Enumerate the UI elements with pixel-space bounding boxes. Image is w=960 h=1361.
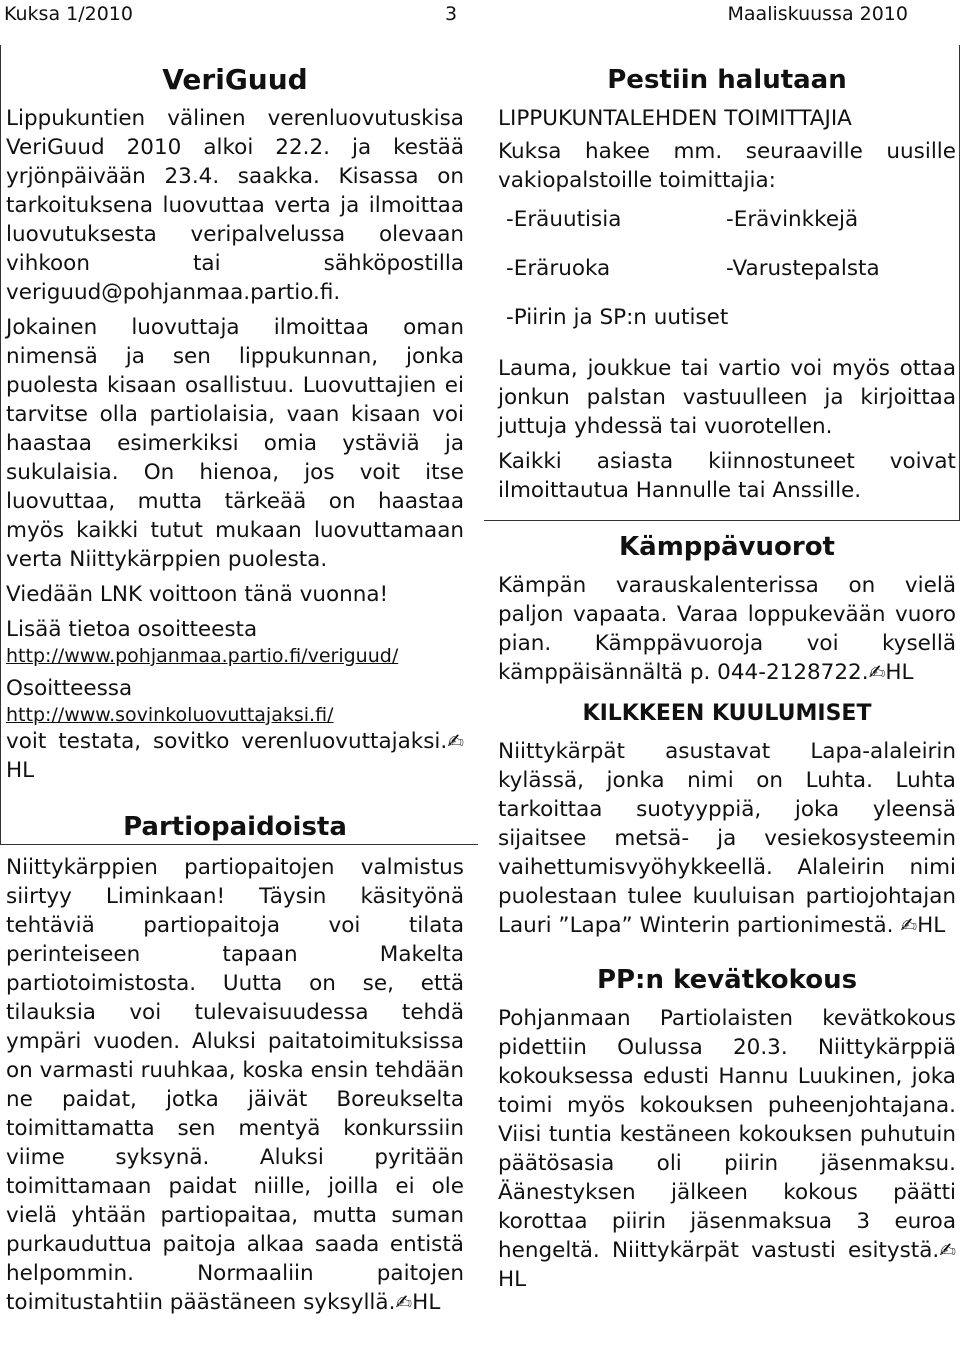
kamppa-text: Kämpän varauskalenterissa on vielä paljon vapaata. Varaa loppukevään vuoro pian. Kämppävuoroja voi kysellä kämppäisännältä p. 044-2128722. <box>498 573 956 685</box>
veriguud-para-6-text: voit testata, sovitko verenluovuttajaksi. <box>6 729 448 754</box>
pestiin-para-2: Lauma, joukkue tai vartio voi myös ottaa jonkun palstan vastuulleen ja kirjoittaa juttuja yhdessä tai vuorotellen. <box>498 356 956 439</box>
left-column <box>6 60 464 1323</box>
list-item: -Eräuutisia <box>506 207 622 232</box>
kamppa-title: Kämppävuorot <box>619 532 835 562</box>
pp-text: Pohjanmaan Partiolaisten kevätkokous pidettiin Oulussa 20.3. Niittykärppiä kokouksessa edusti Hannu Luukinen, joka toimi myös kokouksen puheenjohtajana. Viisi tuntia kestäneen kokouksen puhutuin päätösasia oli piirin jäsenmaksu. Äänestyksen jälkeen kokous päätti korottaa piirin jäsenmaksua 3 euroa hengeltä. Niittykärpät vastusti esitystä. <box>498 1006 956 1263</box>
veriguud-title: VeriGuud <box>162 63 308 96</box>
partiopaidoista-para <box>6 853 464 1317</box>
writing-hand-icon: ✍ <box>447 729 464 753</box>
kilkkeen-text: Niittykärpät asustavat Lapa-alaleirin kylässä, jonka nimi on Luhta. Luhta tarkoittaa suotyyppiä, joka yleensä sijaitsee metsä- ja vesiekosysteemin vaihettumisvyöhykkeellä. Alaleirin nimi puolestaan tulee kuuluisan partiojohtajan Lauri ”Lapa” Winterin partionimestä. <box>498 739 956 938</box>
page-number: 3 <box>445 3 458 25</box>
pp-para <box>498 1004 956 1294</box>
veriguud-para-6 <box>6 727 464 785</box>
pestiin-subtitle: LIPPUKUNTALEHDEN TOIMITTAJIA <box>498 106 852 131</box>
veriguud-para-2: Jokainen luovuttaja ilmoittaa oman nimensä ja sen lippukunnan, jonka puolesta kisaan osallistuu. Luovuttajien ei tarvitse olla partiolaisia, vaan kisaan voi haastaa esimerkiksi omia ystäviä ja sukulaisia. On hienoa, jos voit itse luovuttaa, mutta tärkeää on haastaa myös kaikki tutut mukaan luovuttamaan verta Niittykärppien puolesta. <box>6 315 464 572</box>
pestiin-para-3: Kaikki asiasta kiinnostuneet voivat ilmoittautua Hannulle tai Anssille. <box>498 449 956 503</box>
pp-title: PP:n kevätkokous <box>596 965 858 995</box>
date-label: Maaliskuussa 2010 <box>727 3 908 25</box>
writing-hand-icon: ✍ <box>900 913 918 937</box>
list-item: -Varustepalsta <box>726 256 880 281</box>
writing-hand-icon: ✍ <box>395 1290 413 1314</box>
column-list <box>506 205 956 342</box>
kamppa-signature: HL <box>885 660 914 685</box>
issue-label: Kuksa 1/2010 <box>4 3 133 25</box>
pp-signature: HL <box>498 1267 527 1292</box>
pestiin-para-1: Kuksa hakee mm. seuraaville uusille vakiopalstoille toimittajia: <box>498 139 956 193</box>
list-item: -Erävinkkejä <box>726 207 859 232</box>
partiopaidoista-signature: HL <box>412 1290 441 1315</box>
writing-hand-icon: ✍ <box>939 1238 956 1262</box>
list-item: -Eräruoka <box>506 256 611 281</box>
kilkkeen-para <box>498 737 956 940</box>
right-column <box>498 60 956 1300</box>
page-header <box>0 0 960 30</box>
veriguud-para-4: Lisää tietoa osoitteesta <box>6 617 258 642</box>
kilkkeen-title: KILKKEEN KUULUMISET <box>582 701 872 726</box>
veriguud-para-5: Osoitteessa <box>6 676 133 701</box>
partiopaidoista-title: Partiopaidoista <box>123 812 347 842</box>
writing-hand-icon: ✍ <box>868 660 886 684</box>
veriguud-para-3: Viedään LNK voittoon tänä vuonna! <box>6 582 389 607</box>
partiopaidoista-text: Niittykärppien partiopaitojen valmistus siirtyy Liminkaan! Täysin käsityönä tehtäviä partiopaitoja voi tilata perinteiseen tapaan Makelta partiotoimistosta. Uutta on se, että tilauksia voi tulevaisuudessa tehdä ympäri vuoden. Aluksi paitatoimituksissa on varmasti ruuhkaa, koska ensin tehdään ne paidat, jotka jäivät Boreukselta toimittamatta sen mentyä konkurssiin viime syksynä. Aluksi pyritään toimittamaan paidat niille, joilla ei ole vielä yhtään partiopaitaa, mutta suman purkauduttua paitoja alkaa saada entistä helpommin. Normaaliin paitojen toimitustahtiin päästäneen syksyllä. <box>6 855 464 1315</box>
sovinko-link[interactable]: http://www.sovinkoluovuttajaksi.fi/ <box>6 704 334 726</box>
veriguud-para-1: Lippukuntien välinen verenluovutuskisa VeriGuud 2010 alkoi 22.2. ja kestää yrjönpäivään 23.4. saakka. Kisassa on tarkoituksena luovuttaa verta ja ilmoittaa luovutuksesta veripalvelussa olevaan vihkoon tai sähköpostilla veriguud@pohjanmaa.partio.fi. <box>6 106 464 305</box>
kilkkeen-signature: HL <box>917 913 946 938</box>
veriguud-link[interactable]: http://www.pohjanmaa.partio.fi/veriguud/ <box>6 645 399 667</box>
list-item: -Piirin ja SP:n uutiset <box>506 305 729 330</box>
veriguud-signature: HL <box>6 758 35 783</box>
kamppa-para <box>498 571 956 687</box>
pestiin-title: Pestiin halutaan <box>607 65 847 95</box>
